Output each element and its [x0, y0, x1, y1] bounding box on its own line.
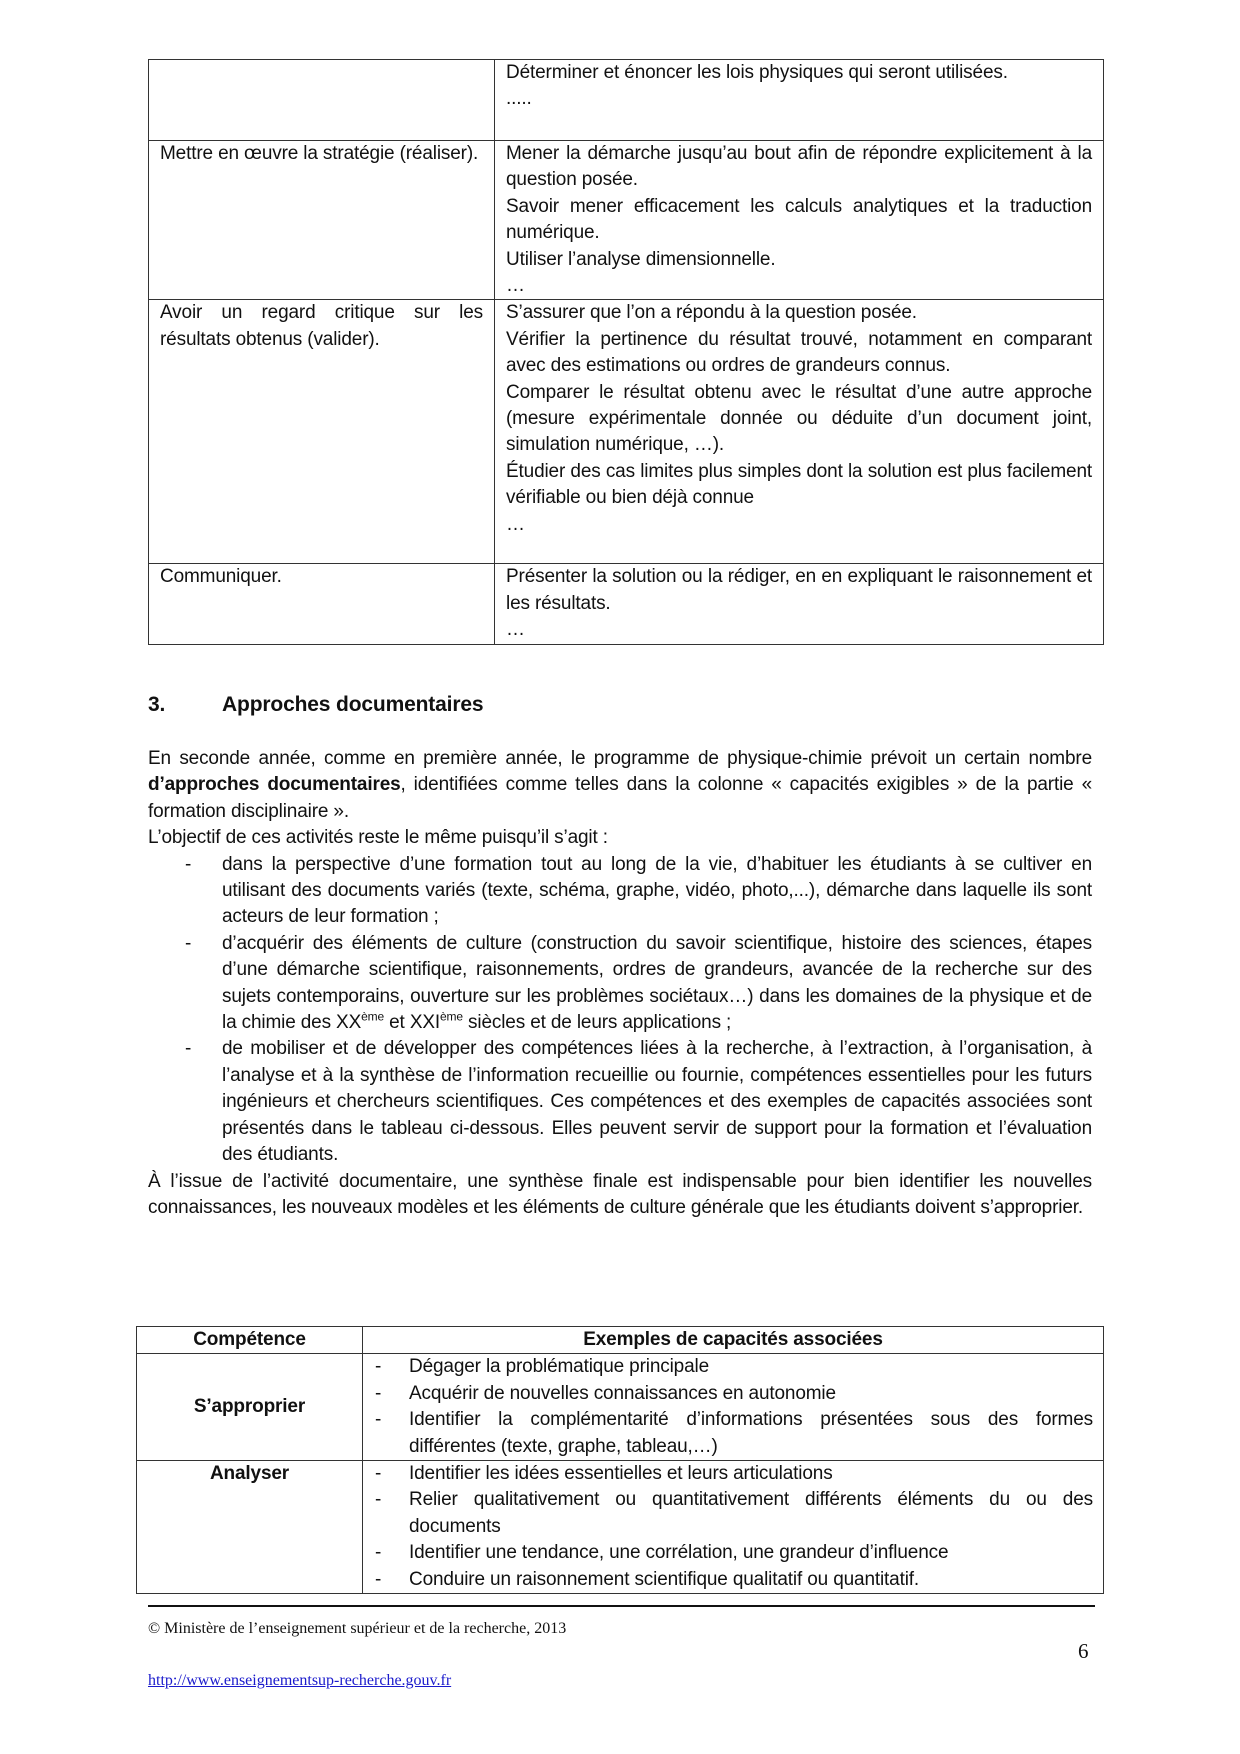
capacity-text: Utiliser l’analyse dimensionnelle. — [506, 248, 776, 270]
capacity-text: Déterminer et énoncer les lois physiques qui seront utilisées. — [506, 62, 1008, 83]
list-item — [148, 852, 1092, 931]
competence-cell: Communiquer. — [149, 564, 495, 645]
capacities-cell — [495, 564, 1104, 645]
capacity-text: ..... — [506, 88, 532, 110]
dash-bullet: - — [185, 1038, 192, 1060]
capacities-cell — [495, 300, 1104, 564]
competence-cell: Analyser — [137, 1461, 363, 1594]
list-item-text: Identifier la complémentarité d’informations présentées sous des formes différentes (texte, graphe, tableau,…) — [409, 1409, 1093, 1457]
competences-table — [148, 59, 1104, 645]
section-body — [148, 746, 1092, 1221]
dash-bullet: - — [375, 1568, 382, 1590]
capacity-text: … — [506, 275, 525, 297]
objective-paragraph: L’objectif de ces activités reste le même puisqu’il s’agit : — [148, 827, 608, 849]
list-item — [363, 1487, 1093, 1540]
table-row — [149, 141, 1104, 300]
table-row — [149, 564, 1104, 645]
capacities-cell — [363, 1354, 1104, 1461]
footer-divider — [148, 1605, 1095, 1607]
section-title: Approches documentaires — [222, 693, 484, 716]
capacity-text: S’assurer que l’on a répondu à la question posée. — [506, 302, 917, 324]
list-item-text: Dégager la problématique principale — [409, 1356, 709, 1378]
capacity-text: Présenter la solution ou la rédiger, en en expliquant le raisonnement et les résultats. — [506, 566, 1092, 614]
column-header-competence: Compétence — [137, 1327, 363, 1354]
capacity-text: … — [506, 513, 525, 535]
superscript: ème — [361, 1009, 385, 1024]
intro-bold-text: d’approches documentaires — [148, 774, 401, 796]
footer-copyright: © Ministère de l’enseignement supérieur et de la recherche, 2013 — [148, 1620, 567, 1637]
intro-paragraph — [148, 746, 1092, 825]
dash-bullet: - — [185, 932, 192, 954]
capacity-text: Comparer le résultat obtenu avec le résultat d’une autre approche (mesure expérimentale donnée ou déduite d’un document joint, simulation numérique, …). — [506, 381, 1092, 456]
table-row — [137, 1461, 1104, 1594]
list-item-text: Relier qualitativement ou quantitativement différents éléments du ou des documents — [409, 1489, 1093, 1537]
capacities-cell — [495, 60, 1104, 141]
superscript: ème — [440, 1009, 463, 1024]
dash-bullet: - — [375, 1542, 382, 1564]
dash-bullet: - — [375, 1489, 382, 1511]
capacities-list — [363, 1354, 1093, 1460]
capacity-text: Vérifier la pertinence du résultat trouvé, notamment en comparant avec des estimations ou ordres de grandeurs connus. — [506, 328, 1092, 377]
list-item — [148, 1036, 1092, 1168]
list-item-text: Acquérir de nouvelles connaissances en autonomie — [409, 1382, 836, 1404]
page-number: 6 — [1078, 1639, 1089, 1663]
capacity-text: Savoir mener efficacement les calculs analytiques et la traduction numérique. — [506, 195, 1092, 244]
list-item — [363, 1354, 1093, 1380]
capacity-text: Mener la démarche jusqu’au bout afin de répondre explicitement à la question posée. — [506, 143, 1092, 191]
intro-text: En seconde année, comme en première année, le programme de physique-chimie prévoit un certain nombre — [148, 748, 1092, 769]
capacities-cell — [363, 1461, 1104, 1594]
list-item-text: Identifier les idées essentielles et leurs articulations — [409, 1463, 833, 1485]
competence-cell — [137, 1354, 363, 1461]
capacities-list — [363, 1461, 1093, 1593]
list-item-text: siècles et de leurs applications ; — [462, 1012, 732, 1034]
column-header-examples: Exemples de capacités associées — [363, 1327, 1104, 1354]
table-row — [149, 300, 1104, 564]
dash-bullet: - — [375, 1409, 382, 1431]
capacities-cell — [495, 141, 1104, 300]
capacity-text: … — [506, 619, 525, 641]
competence-label: S’approprier — [193, 1396, 306, 1418]
list-item-text: dans la perspective d’une formation tout au long de la vie, d’habituer les étudiants à se cultiver en utilisant des documents variés (texte, schéma, graphe, vidéo, photo,...), démarche dans laquelle ils sont acteurs de leur formation ; — [222, 853, 1092, 928]
competence-cell: Mettre en œuvre la stratégie (réaliser). — [149, 141, 495, 300]
list-item-text: et XXI — [384, 1012, 440, 1034]
intro-text-end: , identifiées comme telles dans la colonne « capacités exigibles » de la partie « formation disciplinaire ». — [148, 774, 1093, 822]
list-item — [363, 1407, 1093, 1460]
list-item-text: d’acquérir des éléments de culture (construction du savoir scientifique, histoire des sciences, étapes d’une démarche scientifique, raisonnements, ordres de grandeurs, avancée de la recherche sur des sujets contemporains, ouverture sur les problèmes sociétaux…) dans les domaines de la physique et de la chimie des XX — [222, 932, 1092, 1034]
competence-cell — [149, 60, 495, 141]
list-item-text: Conduire un raisonnement scientifique qualitatif ou quantitatif. — [409, 1568, 920, 1590]
capacity-text: Étudier des cas limites plus simples dont la solution est plus facilement vérifiable ou bien déjà connue — [506, 460, 1092, 509]
footer-website-link[interactable]: http://www.enseignementsup-recherche.gouv.fr — [148, 1672, 452, 1689]
table-row — [137, 1354, 1104, 1461]
list-item-text: de mobiliser et de développer des compétences liées à la recherche, à l’extraction, à l’organisation, à l’analyse et à la synthèse de l’information recueillie ou fournie, compétences essentielles pour les futurs ingénieurs et chercheurs scientifiques. Ces compétences et des exemples de capacités associées sont présentés dans le tableau ci-dessous. Elles peuvent servir de support pour la formation et l’évaluation des étudiants. — [222, 1038, 1092, 1166]
table-row — [149, 60, 1104, 141]
list-item — [363, 1540, 1093, 1566]
objectives-list — [148, 852, 1092, 1169]
dash-bullet: - — [185, 853, 192, 875]
dash-bullet: - — [375, 1463, 382, 1485]
list-item-text: Identifier une tendance, une corrélation, une grandeur d’influence — [409, 1542, 949, 1564]
list-item — [363, 1381, 1093, 1407]
conclusion-paragraph: À l’issue de l’activité documentaire, une synthèse finale est indispensable pour bien identifier les nouvelles connaissances, les nouveaux modèles et les éléments de culture générale que les étudiants doivent s’approprier. — [148, 1170, 1092, 1218]
table-header-row — [137, 1327, 1104, 1354]
documentary-skills-table — [136, 1326, 1104, 1594]
dash-bullet: - — [375, 1382, 382, 1404]
list-item — [363, 1461, 1093, 1487]
dash-bullet: - — [375, 1356, 382, 1378]
list-item — [148, 931, 1092, 1037]
section-heading — [148, 692, 483, 718]
list-item — [363, 1567, 1093, 1593]
competence-cell: Avoir un regard critique sur les résultats obtenus (valider). — [149, 300, 495, 564]
section-number: 3. — [148, 693, 166, 716]
